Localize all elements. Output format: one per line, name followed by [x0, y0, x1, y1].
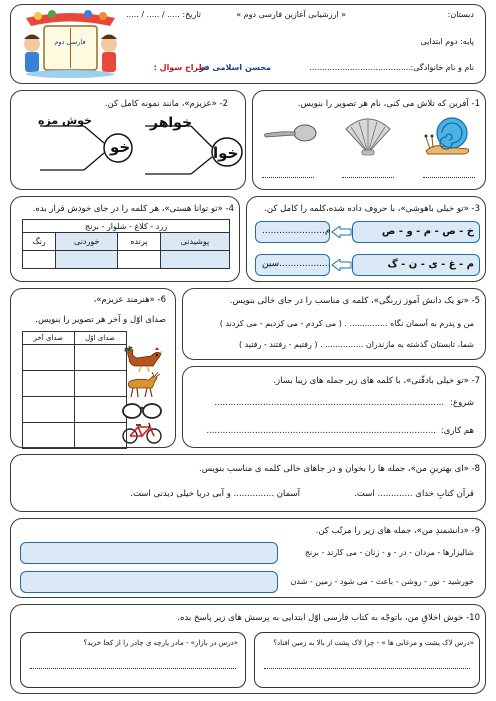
q4-cell-color[interactable] [23, 251, 56, 269]
q2-right-answer-line[interactable] [147, 172, 189, 173]
designer-name: محسن اسلامی فر [199, 63, 271, 72]
q4-cell-bird[interactable] [118, 251, 161, 269]
q10-question-b: «درس در بازار» - مادر پارچه ی چادر را از کجا خرید؟ [83, 639, 238, 647]
q8-box [10, 454, 486, 512]
q5-line-2: شما، تابستان گذشته به مازندران ............... . ( رفتیم - رفتند - رفتید ) [238, 340, 474, 349]
q3-row1-word[interactable]: م...................... [262, 226, 331, 236]
q4-header-color: رنگ [23, 233, 56, 251]
snail-icon [424, 113, 472, 157]
q6-cell[interactable] [74, 397, 126, 423]
shell-icon [343, 115, 393, 157]
q2-right-word: خواهر [150, 115, 193, 131]
q2-title: 2- «عزیزم»، مانند نمونه کامل کن. [104, 99, 228, 109]
q1-answer-line-1[interactable] [423, 177, 475, 178]
q6-cell[interactable] [23, 371, 75, 397]
rooster-icon [123, 346, 163, 372]
school-label: دبستان: [447, 10, 474, 19]
q3-row2-word[interactable]: ..................سین [262, 259, 331, 269]
q6-subtitle: صدای اوّل و آخر هر تصویر را بنویس. [35, 315, 166, 325]
logo-text: فارسی دوم [54, 38, 86, 46]
q5-line-1: من و پدرم به آسمان نگاه ............... . ( می کردم - می کردیم - می کردند ) [219, 319, 474, 328]
q4-header-bird: پرنده [118, 233, 161, 251]
q2-left-word: خوش مزه [38, 114, 92, 127]
q8-line-1-right: قرآن کتابِ خدای ............. است. [354, 489, 474, 499]
q7-word-2: هم کاری: [440, 426, 474, 436]
q4-cell-edible[interactable] [56, 251, 118, 269]
q4-words: زرد - کلاغ - شلوار - برنج [23, 220, 230, 233]
arrow-left-icon [330, 259, 352, 271]
exam-title: « ارزشیابی آغازین فارسی دوم » [236, 10, 346, 19]
q9-title: 9- «دانشمندِ من»، جمله های زیر را مرتّب کن. [315, 526, 480, 536]
spoon-icon [263, 118, 317, 148]
arrow-left-icon [330, 226, 352, 238]
logo-illustration [18, 8, 123, 80]
q4-header-edible: خوردنی [56, 233, 118, 251]
q2-right-center: خوا [213, 144, 239, 162]
q6-cell[interactable] [74, 371, 126, 397]
q4-cell-wearable[interactable] [160, 251, 229, 269]
q6-header-first: صدای اوّل [74, 332, 126, 345]
q3-row1-letters: خ - ص - م - و - ص [381, 226, 474, 237]
q9-line-2: خورشید - نور - روشن - باعث - می شود - زمین - شدن [290, 577, 474, 586]
q1-answer-line-3[interactable] [262, 177, 314, 178]
q4-header-wearable: پوشیدنی [160, 233, 229, 251]
grade-label: پایه: دوم ابتدایی [420, 37, 474, 46]
q9-line-1: شالیزارها - مردان - در - و - زنان - می کارند - برنج [304, 548, 474, 557]
q1-title: 1- آفرین که تلاش می کنی، نام هر تصویر را بنویس. [297, 99, 480, 109]
bicycle-icon [121, 422, 163, 444]
q3-title: 3- «تو خیلی باهوشی»، با حروف داده شده،کلمه را کامل کن. [264, 204, 480, 214]
deer-icon [123, 372, 163, 398]
q7-title: 7- «تو خیلی بادقّتی»، با کلمه های زیر جمله های زیبا بساز. [273, 376, 480, 386]
name-dots[interactable]: ........................................ [309, 63, 411, 72]
q9-answer-box-2[interactable] [20, 571, 278, 593]
q7-word-1: شروع: [450, 398, 474, 408]
designer-label: طراح سوال : [153, 63, 206, 72]
q6-cell[interactable] [23, 423, 75, 449]
q10-question-a: «درس لاک پشت و مرغابی ها » - چرا لاک پشت از بالا به زمین افتاد؟ [273, 639, 474, 647]
q4-title: 4- «تو توانا هستی»، هر کلمه را در جای خودش قرار بده. [32, 204, 234, 214]
glasses-icon [121, 400, 163, 420]
q10-answer-line-a[interactable] [264, 668, 470, 669]
q4-table [22, 219, 230, 269]
name-label: نام و نام خانوادگی: [410, 63, 474, 72]
q3-row2-letters: م - غ - ی - ن - گ [387, 259, 474, 270]
q6-cell[interactable] [74, 423, 126, 449]
date-label: تاریخ: ..... / ..... / ..... [126, 10, 201, 19]
q8-line-1-left: آسمان ............... و آبی دریا خیلی دیدنی است. [130, 489, 300, 499]
q7-dots-2[interactable]: ..................................................................................... [206, 426, 436, 436]
q8-title: 8- «ای بهترینِ من»، جمله ها را بخوان و در جاهای خالی کلمه ی مناسب بنویس. [199, 464, 480, 474]
q6-cell[interactable] [23, 397, 75, 423]
q2-left-center: خو [110, 138, 131, 156]
q6-cell[interactable] [23, 345, 75, 371]
q7-dots-1[interactable]: ..................................................................................... [214, 398, 444, 408]
q10-title: 10- خوش اخلاقِ من، باتوجّه به کتاب فارسی اوّل ابتدایی به پرسش های زیر پاسخ بده. [177, 613, 480, 623]
q6-header-last: صدای آخر [23, 332, 75, 345]
q6-image-col-header [126, 332, 172, 345]
q9-answer-box-1[interactable] [20, 542, 278, 564]
q6-title: 6- «هنرمند عزیزم»، [93, 295, 166, 305]
q10-answer-line-b[interactable] [30, 668, 236, 669]
q5-title: 5- «تو یک دانش آموز زرنگی»، کلمه ی مناسب را در جای خالی بنویس. [229, 296, 480, 306]
q1-answer-line-2[interactable] [342, 177, 394, 178]
q6-cell[interactable] [74, 345, 126, 371]
